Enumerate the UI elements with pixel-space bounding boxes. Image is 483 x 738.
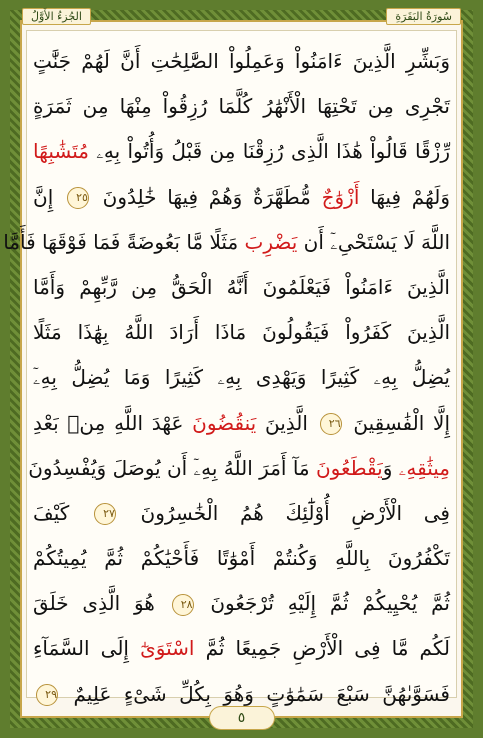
verse-text: فِى الْأَرْضِ أُوْلَٰٓئِكَ هُمُ الْخَٰسِرُونَ bbox=[118, 500, 450, 525]
verse-number-marker: ٢٧ bbox=[94, 503, 116, 525]
verse-text: إِلَى السَّمَآءِ bbox=[33, 636, 141, 661]
highlighted-word: يَنقُضُونَ bbox=[192, 410, 257, 435]
verse-text: يُضِلُّ بِهِۦ كَثِيرًا وَيَهْدِى بِهِۦ كَثِيرًا وَمَا يُضِلُّ بِهِۦٓ bbox=[33, 365, 450, 390]
verse-text: ثُمَّ يُحْيِيكُمْ ثُمَّ إِلَيْهِ تُرْجَعُونَ bbox=[196, 591, 450, 616]
verse-text: كَيْفَ bbox=[33, 500, 91, 525]
text-line bbox=[33, 626, 450, 671]
text-line bbox=[33, 265, 450, 310]
text-line bbox=[33, 175, 450, 220]
verse-text: هُوَ الَّذِى خَلَقَ bbox=[33, 591, 169, 616]
text-line bbox=[3, 220, 450, 265]
page-footer bbox=[0, 704, 483, 732]
highlighted-word: يَقْطَعُونَ bbox=[315, 455, 383, 480]
text-line bbox=[33, 401, 450, 446]
verse-text: تَجْرِى مِن تَحْتِهَا الْأَنْهَٰرُ كُلَّمَا رُزِقُواْ مِنْهَا مِن ثَمَرَةٍ bbox=[33, 94, 450, 119]
highlighted-word: أَزْوَٰجٌ bbox=[321, 184, 360, 209]
text-line bbox=[33, 491, 450, 536]
text-line bbox=[33, 129, 450, 174]
verse-text: إِنَّ bbox=[33, 184, 64, 209]
verse-text: عَهْدَ اللَّهِ مِنۢ بَعْدِ bbox=[33, 410, 193, 435]
verse-text: الَّذِينَ كَفَرُواْ فَيَقُولُونَ مَاذَا أَرَادَ اللَّهُ بِهَٰذَا مَثَلًا bbox=[33, 320, 450, 345]
page-number: ٥ bbox=[209, 706, 275, 730]
verse-text: وَلَهُمْ فِيهَا bbox=[359, 184, 450, 209]
verse-text: مَثَلًا مَّا بَعُوضَةً فَمَا فَوْقَهَا فَأَمَّا bbox=[3, 229, 245, 254]
verse-text: لَكُم مَّا فِى الْأَرْضِ جَمِيعًا ثُمَّ bbox=[194, 636, 450, 661]
verse-text: رِّزْقًا قَالُواْ هَٰذَا الَّذِى رُزِقْنَا مِن قَبْلُ وَأُتُواْ بِهِۦ bbox=[88, 139, 450, 164]
verse-number-marker: ٢٨ bbox=[172, 594, 194, 616]
juz-name: الجُزءُ الأَوَّلُ bbox=[22, 8, 91, 25]
verse-text: الَّذِينَ ءَامَنُواْ فَيَعْلَمُونَ أَنَّهُ الْحَقُّ مِن رَّبِّهِمْ وَأَمَّا bbox=[33, 274, 450, 299]
verse-text: وَبَشِّرِ الَّذِينَ ءَامَنُواْ وَعَمِلُواْ الصَّٰلِحَٰتِ أَنَّ لَهُمْ جَنَّٰتٍ bbox=[33, 49, 450, 73]
text-line bbox=[33, 355, 450, 400]
verse-text: إِلَّا الْفَٰسِقِينَ bbox=[344, 410, 450, 435]
text-line bbox=[33, 581, 450, 626]
verse-text: مُّطَهَّرَةٌ وَهُمْ فِيهَا خَٰلِدُونَ bbox=[91, 184, 322, 209]
highlighted-word: مِيثَٰقِهِۦ bbox=[398, 455, 450, 480]
page-header bbox=[22, 5, 461, 27]
text-line bbox=[33, 39, 450, 84]
highlighted-word: يَضْرِبَ bbox=[244, 229, 298, 254]
verse-number-marker: ٢٦ bbox=[320, 413, 342, 435]
highlighted-word: مُتَشَٰبِهًا bbox=[33, 139, 89, 164]
text-line bbox=[33, 84, 450, 129]
text-line bbox=[28, 446, 450, 491]
text-line bbox=[33, 310, 450, 355]
verse-text: تَكْفُرُونَ بِاللَّهِ وَكُنتُمْ أَمْوَٰتًا فَأَحْيَٰكُمْ ثُمَّ يُمِيتُكُمْ bbox=[33, 546, 450, 571]
verse-text: الَّذِينَ bbox=[256, 410, 317, 435]
quran-text-area bbox=[3, 30, 457, 706]
text-line bbox=[33, 536, 450, 581]
verse-text: اللَّهَ لَا يَسْتَحْىِۦٓ أَن bbox=[297, 229, 450, 254]
verse-text: مَآ أَمَرَ اللَّهُ بِهِۦٓ أَن يُوصَلَ وَيُفْسِدُونَ bbox=[28, 455, 316, 480]
verse-text: فَسَوَّىٰهُنَّ سَبْعَ سَمَٰوَٰتٍ وَهُوَ بِكُلِّ شَىْءٍ عَلِيمٌ bbox=[61, 681, 450, 706]
verse-text: وَ bbox=[382, 455, 399, 480]
verse-number-marker: ٢٩ bbox=[36, 684, 58, 706]
surah-name: سُورَةُ البَقَرَةِ bbox=[386, 8, 461, 25]
verse-number-marker: ٢٥ bbox=[67, 187, 89, 209]
highlighted-word: اسْتَوَىٰٓ bbox=[140, 636, 195, 661]
